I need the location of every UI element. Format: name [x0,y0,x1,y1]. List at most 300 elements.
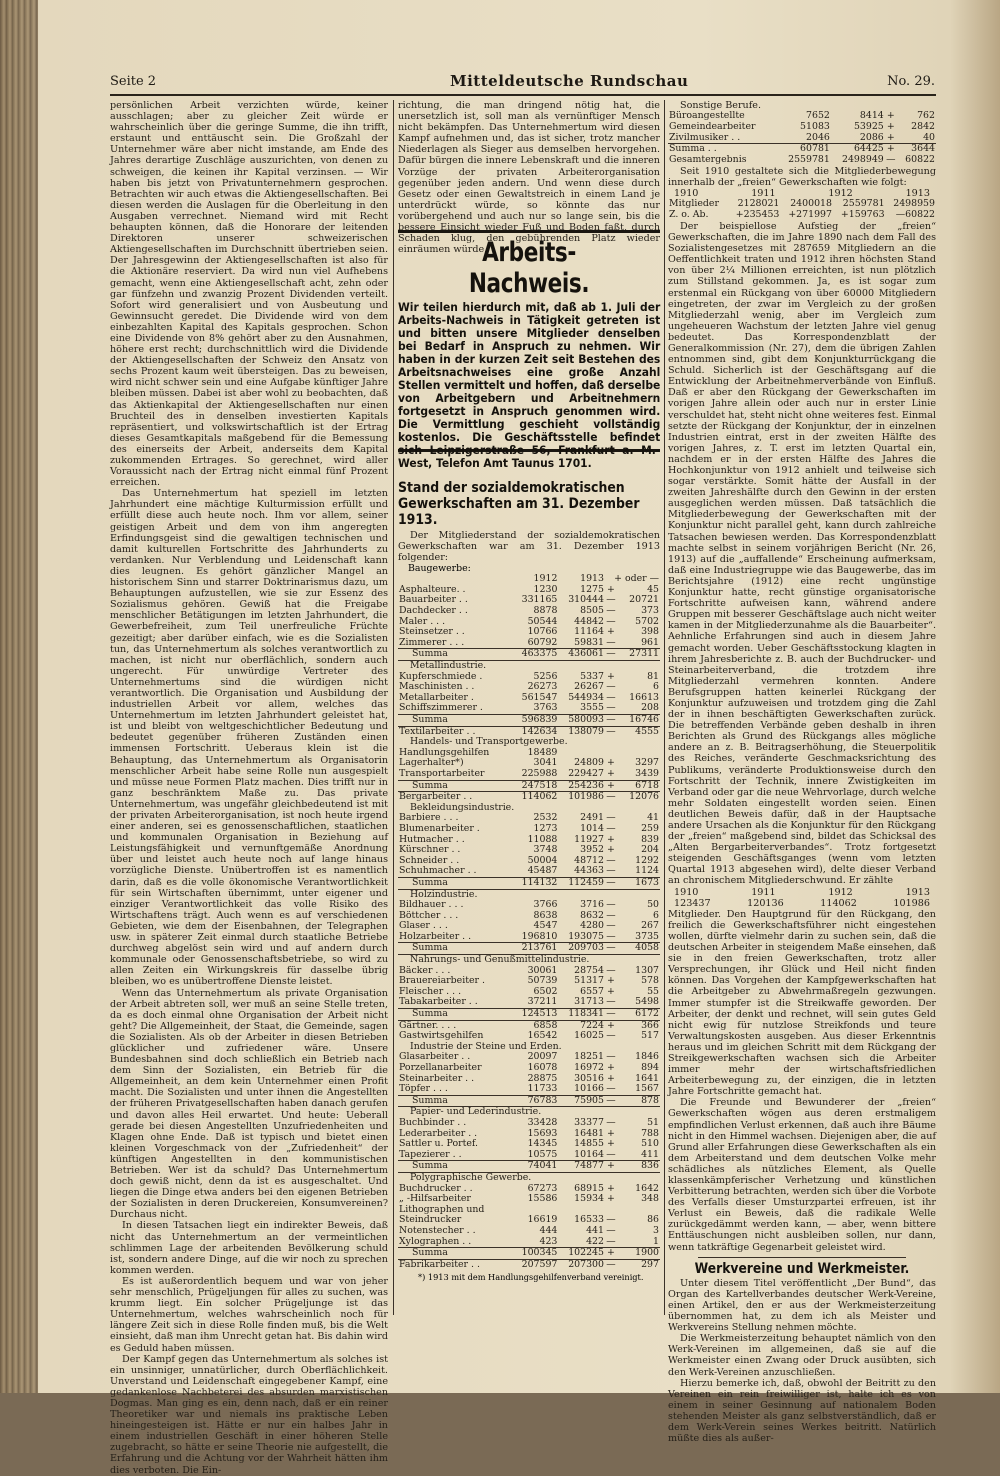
cell: — [606,812,616,824]
cell: 254236 [558,780,605,792]
cell: 762 [917,110,935,122]
cell: 48712 [574,854,604,866]
book-binding [0,0,38,1393]
row-label: Böttcher . . . [399,909,459,921]
row-label: Kupferschmiede . [399,670,483,682]
section-label: Sonstige Berufe. [680,100,762,111]
cell: 100345 [512,1248,559,1260]
table-row [398,932,660,943]
cell: — [606,1214,616,1226]
cell: 444 [539,1224,558,1236]
cell: 1307 [635,964,659,976]
cell: 788 [641,1127,659,1139]
cell: 1014 [580,822,604,834]
cell: — [606,865,616,877]
paragraph: Die Freunde und Bewunderer der „freien“ Gewerkschaften wögen aus deren erstmaligem empfindlichen Verlust erkennen, daß auch ihre Bäume nicht in den Himmel wachsen. Diejenigen aber, die auf Grund aller Erfahrungen diese Gewerkschaften als ein dem Arbeiterstand und dem deutschen Volke mehr schädliches als nützliches Element, als Quelle klassenkämpferischer Verhetzung und künstlichen Verbitterung betrachten, werden sich über die Vorbote des Verfalls dieser Umsturzpartei erfreuen, ist ihr Verlust ein Beweis, daß die radikale Welle zurückgedämmt werden kann, — aber, wenn bittere Enttäuschungen nicht ausbleiben sollen, nur dann, wenn tatkräftige Gegenarbeit geleistet wird. [668,1097,936,1253]
cell: 67273 [527,1182,558,1194]
cell: 580093 [558,715,605,727]
membership-table [668,199,936,221]
row-label: Porzellanarbeiter [399,1062,482,1073]
cell: 102245 [558,1248,605,1260]
cell: + [607,1072,615,1084]
cell: — [606,942,616,954]
row-label: Summa [398,943,512,955]
row-label: Tapezierer . . [399,1148,462,1160]
table-row [398,866,660,877]
cell: 3644 [897,144,936,155]
cell: 2498949 [842,154,884,166]
cell: 55 [647,985,659,997]
cell: 1642 [635,1182,659,1194]
cell: — [886,154,896,166]
row-label: Textilarbeiter . . [399,725,476,737]
row-label: Barbiere . . . [399,812,459,824]
statistics-intro: Der Mitgliederstand der sozialdemokratischen Gewerkschaften war am 31. Dezember 1913 folgender: [398,530,660,564]
section-label: Industrie der Steine und Erden. [410,1040,562,1052]
cell: — [606,594,616,606]
cell: +235453 [735,209,780,221]
union-statistics [398,480,660,1282]
cell: 59831 [574,636,604,648]
notice-text: Wir teilen hierdurch mit, daß ab 1. Juli der Arbeits-Nachweis in Tätigkeit getreten ist und bitten unsere Mitglieder denselben bei Bedarf in Anspruch zu nehmen. Wir haben in der kurzen Zeit seit Bestehen des Arbeitsnachweises eine große Anzahl Stellen vermittelt und hoffen, daß derselbe von Arbeitgebern und Arbeitnehmern fortgesetzt in Anspruch genommen wird. Die Vermittlung geschieht vollständig kostenlos. Die Geschäftsstelle befindet sich Leipzigerstraße 56, Frankfurt a. M.-West, Telefon Amt Taunus 1701. [398,300,661,470]
cell: — [606,1083,616,1095]
cell: 118341 [558,1009,605,1021]
cell: 5256 [533,670,558,682]
cell: 74041 [512,1161,559,1173]
cell: 16533 [574,1214,604,1226]
article-heading: Werkvereine und Werkmeister. [694,1260,910,1277]
cell: 2128021 [737,198,780,210]
cell: 373 [641,605,659,617]
cell: 5702 [635,615,659,627]
row-label: „ -Hilfsarbeiter [399,1193,471,1205]
cell: 142634 [521,725,558,737]
table-row [398,997,660,1008]
row-label: Summa [398,1248,512,1260]
cell: + [607,626,615,638]
paragraph: Das Unternehmertum hat speziell im letzten Jahrhundert eine mächtige Kulturmission erfüllt und erfüllt diese auch heute noch. Ihm vor allem, seiner geistigen Arbeit und dem von ihm angeregten Erfindungsgeist sind die gewaltigen technischen und damit kulturellen Fortschritte des Jahrhunderts zu verdanken. Nur Verblendung und Leidenschaft kann dies leugnen. Es gehört gänzlicher Mangel an historischem Sinn und starrer Doktrinarismus dazu, um Behauptungen aufzustellen, wie sie zur Essenz des Sozialismus gehören. Gewiß hat die Freigabe menschlicher Betätigungen im letzten Jahrhundert, die Gewerbefreiheit, zum Teil unerfreuliche Früchte gezeitigt; aber darüber einfach, wie es die Sozialisten tun, das Unternehmertum als solches verantwortlich zu machen, ist nicht nur oberflächlich, sondern auch ungerecht. Für unwürdige Vertreter des Unternehmertums sind die würdigen nicht verantwortlich. Die Organisation und Ausbildung der industriellen Arbeit vor allem, welches das Unternehmertum im letzten Jahrhundert geleistet hat, ist und bleibt von weltgeschichtlicher Bedeutung und bedeutet gegenüber früheren Zuständen einen immensen Fortschritt. Ueberaus klein ist die Behauptung, das Unternehmertum als Organisatorin menschlicher Arbeit habe seine Rolle nun ausgespielt und müsse neue Formen Platz machen. Dies trifft nur in ganz beschränktem Maße zu. Das private Unternehmertum, was ungefähr gleichbedeutend ist mit der privaten Arbeiterorganisation, ist noch heute irgend einer anderen, sei es genossenschaftlichen, staatlichen und kommunalen Organisation in Beziehung auf Leistungsfähigkeit und vernunftgemäße Anordnung über und leistet auch heute noch auf lange hinaus vorzügliche Dienste. Unübertroffen ist es namentlich darin, daß es die volle ökonomische Verantwortlichkeit für sein Wirtschaften übernimmt, unter eigener und einziger Verantwortlichkeit das volle Risiko des Wirtschaftens trägt. Auch wenn es auf verschiedenen Gebieten, wie dem der Eisenbahnen, der Telegraphen usw. in späterer Zeit einmal durch staatliche Betriebe durchweg abgelöst sein wird und auf andern durch kommunale oder Genossenschaftsbetriebe, so wird zu allen Zeiten ein Wirkungskreis für dasselbe übrig bleiben, wo es unübertroffene Dienste leistet. [110,488,388,988]
cell: 28875 [527,1072,558,1084]
cell: 60781 [777,144,831,155]
cell: 259 [641,822,659,834]
row-label: Steinarbeiter . . [399,1072,475,1084]
cell: 207300 [568,1258,604,1270]
cell: 441 [586,1224,604,1236]
table-row [398,1084,660,1095]
row-label: Steinsetzer . . [399,626,465,638]
statistics-table [398,574,660,1270]
row-label: Bauarbeiter . . [399,594,468,606]
cell: 193075 [568,930,604,942]
cell: 26273 [527,681,558,693]
cell: + [607,1019,615,1031]
cell: 225988 [521,767,558,779]
sum-row [398,1095,660,1107]
year: 1911 [751,188,776,200]
cell: + [605,1248,617,1260]
row-label: Tabakarbeiter . . [399,996,478,1008]
cell: 15934 [574,1193,604,1205]
cell: 297 [641,1258,659,1270]
cell: +159763 [840,209,885,221]
cell: 114132 [512,877,559,889]
page-header [110,72,935,94]
cell: 64425 [831,144,885,155]
paragraph: In diesen Tatsachen liegt ein indirekter Beweis, daß nicht das Unternehmertum an der vermeintlichen schlimmen Lage der arbeitenden Bevölkerung schuld ist, sondern andere Dinge, auf die wir noch zu sprechen kommen werden. [110,1220,388,1276]
cell: 11733 [527,1083,558,1095]
cell: 207597 [521,1258,558,1270]
table-row [398,1259,660,1270]
cell: — [606,1030,616,1042]
row-label: Transportarbeiter [399,767,485,779]
row-label: Buchdrucker . . [399,1182,473,1194]
paragraph: Unter diesem Titel veröffentlicht „Der Bund“, das Organ des Kartellverbandes deutscher Werk-Vereine, einen Artikel, den er aus der Werkmeisterzeitung übernommen hat, zu dem ich als Meister und Werkvereins Stellung nehmen möchte. [668,1277,936,1334]
row-label: Maschinisten . . [399,681,475,693]
cell: 50004 [527,854,558,866]
cell: — [606,1148,616,1160]
cell: 878 [617,1095,660,1107]
cell: + [886,120,895,132]
section-label: Holzindustrie. [410,888,478,900]
cell: — [606,964,616,976]
notice-title: Arbeits-Nachweis. [468,237,590,299]
cell: 578 [641,975,659,987]
row-label: Mitglieder [669,198,719,210]
cell: + [607,757,615,769]
cell: — [606,636,616,648]
cell: 26267 [574,681,604,693]
cell: 16619 [527,1214,558,1226]
cell: 1567 [635,1083,659,1095]
cell: 16542 [527,1030,558,1042]
cell: 18489 [527,746,558,758]
paragraph: Hierzu bemerke ich, daß, obwohl der Beitritt zu den Vereinen ein rein freiwilliger ist, halte ich es von einem in seiner Gesinnung auf nationalem Boden stehenden Meister als ganz selbstverständlich, daß er dem Werk-Verein seines Werkes beitritt. Natürlich müßte dies als außer- [668,1377,936,1445]
row-label: Glasarbeiter . . [399,1051,471,1063]
value: 101986 [893,897,930,909]
cell: 247518 [512,780,559,792]
paragraph: Wenn das Unternehmertum als private Organisation der Arbeit abtreten soll, wer muß an seine Stelle treten, da es doch einmal ohne Organisation der Arbeit nicht geht? Die Allgemeinheit, der Staat, die Gemeinde, sagen die Sozialisten. Als ob der Arbeiter in diesen Betrieben glücklicher und zufriedener wäre. Unsere Bundesbahnen sind doch schließlich ein Betrieb nach dem Sinn der Sozialisten, ein Betrieb für die Allgemeinheit, an dem kein Unternehmer einen Profit macht. Die Sozialisten und unter ihnen die Angestellten der früheren Privatgesellschaften haben danach gerufen und davon alles Heil erwartet. Und heute: Ueberall gerade bei diesen Angestellten Unzufriedenheiten und Klagen ohne Ende. Daß ist typisch und bietet einen kleinen Vorgeschmack von der „Zufriedenheit“ der künftigen Angestellten in den kommunistischen Betrieben. Wer ist da schuld? Das Unternehmertum doch gewiß nicht, denn da ist es ausgeschaltet. Und liegen die Dinge etwa anders bei den eigenen Betrieben der Sozialisten in deren Druckereien, Konsumvereinen? Durchaus nicht. [110,987,388,1221]
table-row [668,133,936,144]
cell: 33428 [527,1116,558,1128]
cell: 14345 [527,1138,558,1150]
cell: 3297 [635,757,659,769]
paragraph: Der beispiellose Aufstieg der „freien“ Gewerkschaften, die im Jahre 1890 nach dem Fall des Sozialistengesetzes mit 287659 Mitgliedern an die Oeffentlichkeit traten und 1912 ihren höchsten Stand von über 2¼ Millionen erreichten, ist nun plötzlich zum Stillstand gekommen. Ja, es ist sogar zum erstenmal ein Rückgang von über 60000 Mitgliedern eingetreten, der zwar im Vergleich zu der großen Mitgliederzahl wenig, aber im Vergleich zum ungeheueren Wachstum der letzten Jahre viel genug bedeutet. Das Korrespondenzblatt der Generalkommission (Nr. 27), dem die übrigen Zahlen entnommen sind, gibt dem Konjunkturrückgang die Schuld. Sicherlich ist der Geschäftsgang auf die Entwicklung der Arbeitnehmerverbände von Einfluß. Daß er aber den Rückgang der Gewerkschaften im vorigen Jahre allein oder auch nur in erster Linie verschuldet hat, steht nicht ohne weiteres fest. Einmal setzte der Rückgang der Konjunktur, der in einzelnen Industrien eintrat, erst in der zweiten Hälfte des vorigen Jahres, z. T. erst im letzten Quartal ein, nachdem er in der ersten Hälfte des Jahres die Hochkonjunktur von 1912 anhielt und teilweise sich sogar verstärkte. Somit hätte der Ausfall in der zweiten Jahreshälfte durch den Gewinn in der ersten ausgeglichen werden müssen. Daß tatsächlich die Mitgliederbewegung der Gewerkschaften mit der Konjunktur nicht parallel geht, kann durch zahlreiche Tatsachen bewiesen werden. Das Korrespondenzblatt machte selbst in seinem vorjährigen Bericht (Nr. 26, 1913) auf die „auffallende“ Erscheinung aufmerksam, daß eine Industriegruppe wie das Baugewerbe, das im Berichtsjahre (1912) eine recht ungünstige Konjunktur hatte, recht günstige organisatorische Fortschritte aufweisen kann, während andere Gruppen mit besserer Geschäftslage auch nicht weiter kamen in der Mitgliederzunahme als die Bauarbeiter“. Aehnliche Erfahrungen sind auch in diesem Jahre gemacht worden. Ueber Geschäftsstockung klagten in ihrem Jahresberichte z. B. auch der Buchdrucker- und Steinarbeiterverband, die trotzdem ihre Mitgliederzahl vermehren konnten. Andere Berufsgruppen hatten keinerlei Rückgang der Konjunktur aufzuweisen und trotzdem ging die Zahl der in ihnen beschäftigten Gewerkschaften zurück. Die betreffenden Verbände geben deshalb in ihren Berichten als Grund des Rückgangs alles mögliche andere an z. B. Beitragserhöhung, die Steuerpolitik des Reiches, veränderte Geschmacksrichtung des Publikums, veränderte Produktionsweise durch den Fortschritt der Technik, innere Zwistigkeiten im Verband oder gar die neue Wehrvorlage, durch welche mehr Soldaten eingestellt worden seien. Einen deutlichen Beweis dafür, daß in der Hauptsache andere Ursachen als die Konjunktur für den Rückgang der „freien“ maßgebend sind, bildet das Schicksal des „Alten Bergarbeiterverbandes“. Trotz fortgesetzt steigenden Geschäftsganges (wenn vom letzten Quartal 1913 abgesehen wird), delte dieser Verband an chronischem Mitgliederschwund. Er zählte [668,220,936,887]
cell: — [606,605,616,617]
cell: — [606,725,616,737]
cell: 398 [641,626,659,638]
cell: 15693 [527,1127,558,1139]
cell: 204 [641,844,659,856]
cell: 423 [539,1235,558,1247]
year: 1913 [905,188,930,200]
row-label: Kürschner . . [399,844,461,856]
cell: 31713 [574,996,604,1008]
cell: 16613 [629,691,659,703]
row-label: Notenstecher . . [399,1224,476,1236]
cell: 11164 [574,626,604,638]
newspaper-title: Mitteldeutsche Rundschau [450,72,689,90]
cell: 4555 [635,725,659,737]
cell: 213761 [512,943,559,955]
cell: 124513 [512,1009,559,1021]
cell: 3439 [635,767,659,779]
table-row [398,1150,660,1161]
cell: — [606,822,616,834]
row-label: Bäcker . . . [399,964,451,976]
statistics-title: Stand der sozialdemokratischen Gewerkschaften am 31. Dezember 1913. [398,480,640,528]
row-label: Schiffszimmerer . [399,702,483,714]
cell: 60822 [905,154,935,166]
sum-row [398,649,660,661]
cell: 6858 [533,1019,558,1031]
cell: 2400018 [790,198,832,210]
cell: 114062 [521,791,558,803]
row-label: Metallarbeiter . [399,691,474,703]
sum-row [398,715,660,727]
cell: 4547 [533,920,558,932]
cell: 138079 [568,725,604,737]
cell: — [606,648,616,660]
cell: 4058 [617,943,660,955]
cell: 366 [641,1019,659,1031]
cell: 30061 [527,964,558,976]
cell: 50739 [527,975,558,987]
cell: 2532 [533,812,558,824]
sum-row [398,943,660,955]
cell: 196810 [521,930,558,942]
cell: — [606,930,616,942]
cell: — [606,691,616,703]
cell: — [606,909,616,921]
table-row [668,210,936,221]
cell: — [606,1258,616,1270]
cell: 3716 [580,899,604,911]
paragraph: richtung, die man dringend nötig hat, die unersetzlich ist, soll man als vernünftiger Mensch nicht bekämpfen. Das Unternehmertum wird diesen Kampf aufnehmen und, das ist sicher, trotz mancher Niederlagen als Sieger aus demselben hervorgehen. Dafür bürgen die innere Lebenskraft und die inneren Vorzüge der privaten Arbeiterorganisation gegenüber jeden andern. Und wenn diese durch Gesetz oder einen Gewaltstreich in einem Land je unterdrückt würde, so könnte das nur vorübergehend und auch nur so lange sein, bis die bessere Einsicht wieder Fuß und Boden faßt, durch Schaden klug, den gebührenden Platz wieder einräumen würde. [398,100,660,256]
row-label: Summa [398,649,512,661]
cell: 74877 [558,1161,605,1173]
section-row [398,1172,660,1183]
cell: 44363 [574,865,604,877]
cell: 6 [653,909,659,921]
paragraph: Der Kampf gegen das Unternehmertum als solches ist ein unsinniger, unnatürlicher, durch Oberflächlichkeit. Unverstand und Leidenschaft eingegebener Kampf, eine gedankenlose Nachbeterei des absurden marxistischen Dogmas. Man ging es ein, denn nach, daß er ein reiner Theoretiker war und niemals ins praktische Leben hineingesteigen ist. Hätte er nur ein halbes Jahr in einem industriellen Geschäft in einer höheren Stelle zugebracht, so hätte er seine Theorie nie aufgestellt, die Erfahrung und die Achtung vor der Wahrheit hätten ihm dies verboten. Die Ein- [110,1353,388,1476]
cell: + [607,1127,615,1139]
cell: 15586 [527,1193,558,1205]
article-column-1 [110,100,388,1476]
cell: 10575 [527,1148,558,1160]
header-rule [110,94,936,96]
cell: 229427 [568,767,604,779]
cell: — [606,899,616,911]
section-label: Papier- und Lederindustrie. [410,1106,542,1118]
cell: + [605,1161,617,1173]
cell: 2086 [859,131,884,143]
cell: 5337 [580,670,604,682]
table-row [398,1063,660,1074]
cell: 53925 [853,120,884,132]
cell: 11927 [574,833,604,845]
cell: —60822 [895,209,935,221]
cell: 6502 [533,985,558,997]
column-header: 1913 [580,573,604,585]
section-rule [698,1257,906,1258]
row-label: Dachdecker . . [399,605,468,617]
row-label: Bildhauer . . . [399,899,464,911]
cell: + [607,670,615,682]
row-label: Summa . . [668,144,777,155]
cell: — [606,854,616,866]
cell: 10164 [574,1148,604,1160]
issue-number: No. 29. [887,74,935,89]
cell: 8878 [533,605,558,617]
sum-row [398,1248,660,1260]
cell: + [607,767,615,779]
cell: + [886,110,895,122]
page-label: Seite 2 [110,74,157,89]
row-label: Xylographen . . [399,1235,472,1247]
cell: 2559781 [842,198,885,210]
cell: 16481 [574,1127,604,1139]
cell: 2046 [806,131,830,143]
row-label: Schneider . . [399,854,460,866]
value: 120136 [747,897,784,909]
cell: — [606,791,616,803]
table-row [668,155,936,166]
cell: 1846 [635,1051,659,1063]
cell: 3748 [533,844,558,856]
sum-row [398,1009,660,1021]
cell: 16746 [617,715,660,727]
row-label: Schuhmacher . . [399,865,477,877]
cell: 8632 [580,909,604,921]
row-label: Maler . . . [399,615,446,627]
section-label: Bekleidungsindustrie. [410,801,515,813]
section-label: Handels- und Transportgewerbe. [410,736,568,748]
cell: 517 [641,1030,659,1042]
row-label: Summa [398,1009,512,1021]
other-professions-table [668,111,936,166]
cell: 45 [647,583,659,595]
cell: 14855 [574,1138,604,1150]
row-label: Gesamtergebnis [669,154,747,166]
cell: 2559781 [788,154,830,166]
cell: 41 [647,812,659,824]
cell: 3952 [580,844,604,856]
cell: 68915 [574,1182,604,1194]
cell: — [606,876,616,888]
cell: — [606,615,616,627]
row-label: Gemeindearbeiter [669,120,756,132]
cell: + [886,131,895,143]
cell: 112459 [558,877,605,889]
cell: 11088 [527,833,558,845]
cell: 894 [641,1062,659,1073]
cell: 101986 [568,791,604,803]
cell: 1673 [617,877,660,889]
row-label: Gärtner. . . . [399,1019,457,1031]
table-row [398,769,660,780]
cell: 8505 [580,605,604,617]
cell: + [607,1182,615,1194]
table-row [398,824,660,835]
cell: 7652 [806,110,830,122]
table-row [398,1118,660,1129]
cell: 4280 [580,920,604,932]
cell: 27311 [617,649,660,661]
cell: + [607,985,615,997]
cell: 45487 [527,865,558,877]
year: 1911 [751,886,776,898]
cell: 33377 [574,1116,604,1128]
cell: 596839 [512,715,559,727]
row-label: Summa [398,1161,512,1173]
cell: — [606,1008,616,1020]
cell: + [607,975,615,987]
table-row [398,1226,660,1237]
year: 1912 [828,886,853,898]
years-row [668,887,936,898]
cell: 24809 [574,757,604,769]
cell: 16972 [574,1062,604,1073]
table-row [398,638,660,649]
cell: 76783 [512,1095,559,1107]
column-header: + oder — [614,573,659,585]
cell: + [607,1062,615,1073]
cell: — [606,714,616,725]
row-label: Glaser . . . [399,920,448,932]
cell: 28754 [574,964,604,976]
table-row [398,1237,660,1248]
row-label: Gastwirtsgehilfen [399,1030,484,1042]
row-label: Handlungsgehilfen [399,746,490,758]
cell: 6557 [580,985,604,997]
sum-row [398,877,660,889]
section-label: Baugewerbe: [408,563,471,575]
row-label: Zivilmusiker . . [669,131,741,143]
cell: 510 [641,1138,659,1150]
cell: 209703 [558,943,605,955]
year: 1910 [674,886,699,898]
row-label: Sattler u. Portef. [399,1138,479,1150]
cell: 44842 [574,615,604,627]
cell: 961 [641,636,659,648]
year: 1912 [828,188,853,200]
cell: 208 [641,702,659,714]
year: 1913 [905,886,930,898]
cell: 18251 [574,1051,604,1063]
paragraph: Die Werkmeisterzeitung behauptet nämlich von den Werk-Vereinen im allgemeinen, daß sie auf die Werkmeister einen Zwang oder Druck ausübten, sich den Werk-Vereinen anzuschließen. [668,1333,936,1378]
cell: 10166 [574,1083,604,1095]
row-label: Blumenarbeiter . [399,822,480,834]
section-label: Nahrungs- und Genußmittelindustrie. [410,954,590,966]
paragraph: Seit 1910 gestaltete sich die Mitgliederbewegung innerhalb der „freien“ Gewerkschaften wie folgt: [668,166,936,189]
cell: — [606,702,616,714]
cell: 836 [617,1161,660,1173]
cell: 2498959 [893,198,935,210]
cell: 411 [641,1148,659,1160]
cell: 37211 [527,996,558,1008]
cell: + [885,144,897,155]
paragraph: persönlichen Arbeit verzichten würde, keiner ausschlagen; aber zu gleicher Zeit würde er wahrscheinlich über die geringe Summe, die ihn trifft, erstaunt und enttäuscht sein. Die Großzahl der Unternehmer wäre aber nicht imstande, am Ende des Jahres derartige Zuschläge auszurichten, von denen zu schweigen, die keinen ihr Kapital verzinsen. — Wir haben bis jetzt von Privatunternehmern gesprochen. Betrachten wir auch etwas die Aktiengesellschaften. Bei diesen werden die Auslagen für die Oberleitung in den Ausgaben verrechnet. Niemand wird mit Recht behaupten können, daß die Honorare der leitenden Direktoren unserer schweizerischen Aktiengesellschaften im Durchschnitt übertrieben seien. Der Jahresgewinn der Aktiengesellschaften ist also für die Aktionäre reserviert. Da wird nun viel Aufhebens gemacht, wenn eine Aktiengesellschaft acht, zehn oder gar fünfzehn und zwanzig Prozent Dividenden verteilt. Sofort wird generalisiert und von Ausbeutung und Gewinnsucht geredet. Die Dividende wird von dem einbezahlten Kapital des Kapitals gesprochen. Schon eine Dividende von 8% gehört aber zu den Ausnahmen, höhere erst recht; durchschnittlich wird die Dividende der Aktiengesellschaften der Schweiz den Ansatz von sechs Prozent kaum weit übersteigen. Das zu beweisen, wird nicht schwer sein und eine Aufgabe künftiger Jahre bleiben müssen. Dabei ist aber wohl zu beobachten, daß das Aktienkapital der Aktiengesellschaften nur einen Bruchteil des in denselben investierten Kapitals repräsentiert, und volkswirtschaftlich ist der Ertrag dieses Gesamtkapitals maßgebend für die Bemessung des einerseits der Arbeit, anderseits dem Kapital zukommenden Ertrages. So gerechnet, wird aller Voraussicht nach der Ertrag nicht einmal fünf Prozent erreichen. [110,100,388,489]
value: 123437 [674,897,711,909]
sum-row [398,780,660,792]
row-label: Asphalteure. . [399,583,466,595]
cell: 10766 [527,626,558,638]
value: 114062 [820,897,857,909]
cell: 1230 [533,583,558,595]
cell: 6718 [617,780,660,792]
cell: 7224 [580,1019,604,1031]
section-label: Metallindustrie. [410,660,487,672]
